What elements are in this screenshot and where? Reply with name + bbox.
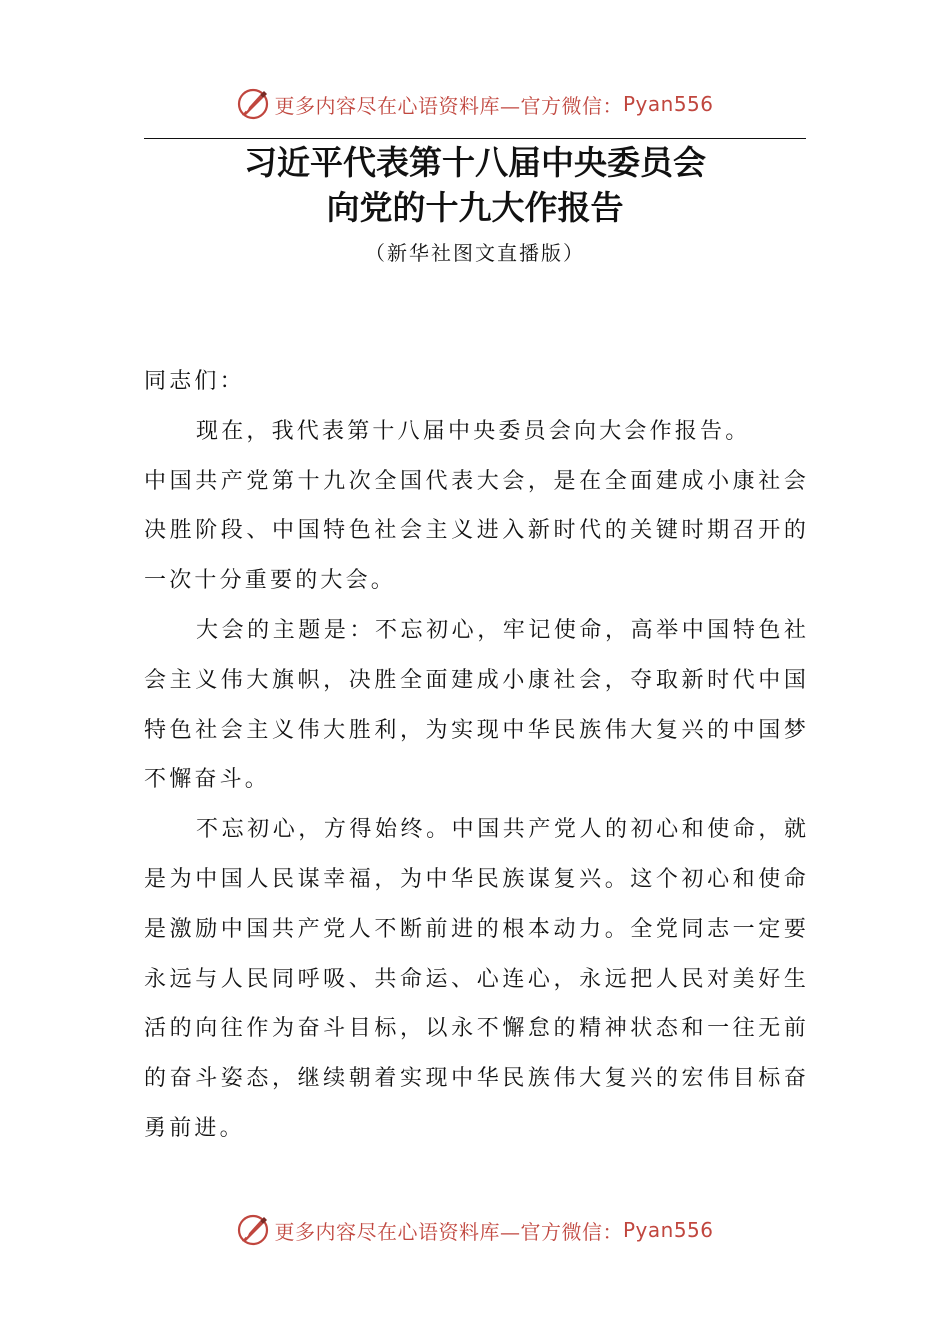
text-line-content: 同志们：	[144, 369, 245, 394]
text-line-content: 勇前进。	[144, 1115, 245, 1141]
text-line	[144, 905, 806, 955]
text-line-content: 的 奋 斗 姿 态 ， 继 续 朝 着 实 现 中 华 民 族 伟 大 复 兴 的 宏 伟 目 标 奋	[144, 1066, 806, 1092]
text-line-content: 活 的 向 往 作 为 奋 斗 目 标 ， 以 永 不 懈 怠 的 精 神 状 态 和 一 往 无 前	[144, 1016, 806, 1042]
text-line	[144, 1054, 806, 1104]
text-line	[144, 805, 806, 855]
header-rule	[144, 138, 806, 139]
watermark-wechat-id: Pyan556	[622, 92, 714, 116]
text-line-content: 特 色 社 会 主 义 伟 大 胜 利 ， 为 实 现 中 华 民 族 伟 大 复 兴 的 中 国 梦	[144, 717, 806, 743]
watermark-wechat-id: Pyan556	[622, 1218, 714, 1242]
text-line-content: 现在，我代表第十八届中央委员会向大会作报告。	[196, 418, 751, 444]
text-line-content: 永 远 与 人 民 同 呼 吸 、 共 命 运 、 心 连 心 ， 永 远 把 人 民 对 美 好 生	[144, 966, 806, 992]
text-line	[144, 755, 806, 805]
text-line-content: 一次十分重要的大会。	[144, 568, 397, 594]
pen-circle-logo-icon	[236, 1213, 270, 1247]
watermark-text: 更多内容尽在心语资料库—官方微信：	[274, 93, 623, 118]
text-line-content: 是 激 励 中 国 共 产 党 人 不 断 前 进 的 根 本 动 力 。 全 党 同 志 一 定 要	[144, 916, 806, 942]
text-line-content: 决 胜 阶 段 、 中 国 特 色 社 会 主 义 进 入 新 时 代 的 关 键 时 期 召 开 的	[144, 518, 806, 544]
text-line	[144, 506, 806, 556]
text-line	[144, 457, 806, 507]
document-title-line-2: 向党的十九大作报告	[326, 188, 624, 227]
text-line	[144, 1004, 806, 1054]
text-line	[144, 1104, 806, 1154]
text-line	[144, 357, 806, 407]
document-title-line-1: 习近平代表第十八届中央委员会	[244, 143, 706, 182]
text-line	[144, 706, 806, 756]
watermark-header	[0, 84, 950, 124]
text-line-content: 不懈奋斗。	[144, 767, 271, 793]
text-line-content: 不 忘 初 心 ， 方 得 始 终 。 中 国 共 产 党 人 的 初 心 和 使 命 ， 就	[196, 817, 806, 843]
text-line-content: 中 国 共 产 党 第 十 九 次 全 国 代 表 大 会 ， 是 在 全 面 建 成 小 康 社 会	[144, 468, 806, 494]
text-line	[144, 407, 806, 457]
text-line	[144, 855, 806, 905]
watermark-footer	[0, 1210, 950, 1250]
text-line	[144, 556, 806, 606]
document-body	[144, 357, 806, 1154]
text-line	[144, 606, 806, 656]
document-subtitle: （新华社图文直播版）	[365, 241, 585, 265]
pen-circle-logo-icon	[236, 87, 270, 121]
watermark-text: 更多内容尽在心语资料库—官方微信：	[274, 1219, 623, 1244]
text-line-content: 是 为 中 国 人 民 谋 幸 福 ， 为 中 华 民 族 谋 复 兴 。 这 个 初 心 和 使 命	[144, 866, 806, 892]
text-line	[144, 656, 806, 706]
text-line	[144, 955, 806, 1005]
text-line-content: 会 主 义 伟 大 旗 帜 ， 决 胜 全 面 建 成 小 康 社 会 ， 夺 取 新 时 代 中 国	[144, 667, 806, 693]
text-line-content: 大 会 的 主 题 是 ： 不 忘 初 心 ， 牢 记 使 命 ， 高 举 中 国 特 色 社	[196, 617, 806, 643]
